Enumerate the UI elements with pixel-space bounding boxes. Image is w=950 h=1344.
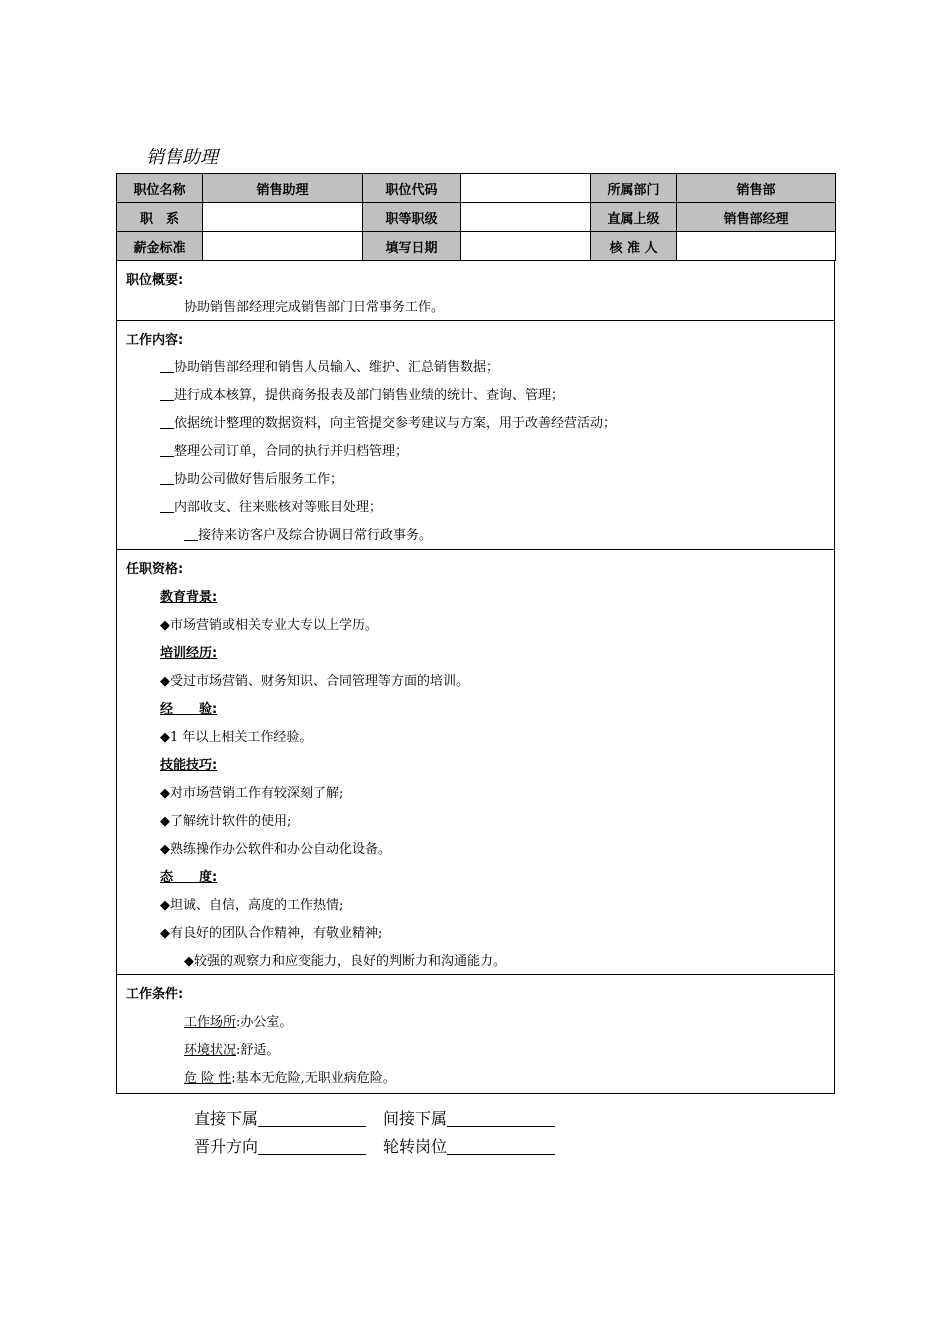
- training-item: ◆受过市场营销、财务知识、合同管理等方面的培训。: [160, 674, 469, 689]
- fill-date-label: 填写日期: [363, 232, 461, 261]
- conditions-heading: 工作条件:: [126, 987, 184, 1002]
- duty-item: 接待来访客户及综合协调日常行政事务。: [184, 524, 432, 543]
- attitude-item: ◆较强的观察力和应变能力，良好的判断力和沟通能力。: [184, 954, 506, 969]
- info-row-3: [117, 232, 836, 261]
- supervisor-value: 销售部经理: [677, 203, 836, 232]
- conditions-section: [116, 974, 835, 1094]
- info-row-1: [117, 174, 836, 203]
- summary-heading: 职位概要:: [126, 273, 184, 288]
- department-value: 销售部: [677, 174, 836, 203]
- salary-label: 薪金标准: [117, 232, 203, 261]
- condition-item: 危 险 性:基本无危险,无职业病危险。: [184, 1071, 396, 1086]
- rotation-field: 轮转岗位: [383, 1134, 555, 1157]
- position-name-value: 销售助理: [203, 174, 363, 203]
- education-item: ◆市场营销或相关专业大专以上学历。: [160, 618, 378, 633]
- promotion-path-field: 晋升方向: [194, 1134, 366, 1157]
- grade-label: 职等职级: [363, 203, 461, 232]
- position-code-value: [461, 174, 591, 203]
- condition-item: 环境状况:舒适。: [184, 1043, 280, 1058]
- summary-text: 协助销售部经理完成销售部门日常事务工作。: [184, 300, 445, 315]
- approver-value: [677, 232, 836, 261]
- experience-label: 经 验:: [160, 702, 218, 717]
- summary-section: [116, 260, 835, 321]
- supervisor-label: 直属上级: [591, 203, 677, 232]
- attitude-item: ◆坦诚、自信，高度的工作热情;: [160, 898, 344, 913]
- position-name-label: 职位名称: [117, 174, 203, 203]
- skills-item: ◆了解统计软件的使用;: [160, 814, 292, 829]
- info-row-2: [117, 203, 836, 232]
- attitude-label: 态 度:: [160, 870, 218, 885]
- experience-item: ◆1 年以上相关工作经验。: [160, 730, 313, 745]
- skills-label: 技能技巧:: [160, 758, 218, 773]
- position-code-label: 职位代码: [363, 174, 461, 203]
- education-label: 教育背景:: [160, 590, 218, 605]
- duties-section: [116, 321, 835, 550]
- duty-item: 整理公司订单，合同的执行并归档管理；: [160, 440, 408, 459]
- department-label: 所属部门: [591, 174, 677, 203]
- attitude-item: ◆有良好的团队合作精神，有敬业精神;: [160, 926, 383, 941]
- duties-heading: 工作内容:: [126, 333, 184, 348]
- indirect-reports-field: 间接下属: [383, 1106, 555, 1129]
- grade-value: [461, 203, 591, 232]
- duty-item: 内部收支、往来账核对等账目处理；: [160, 496, 382, 515]
- direct-reports-field: 直接下属: [194, 1106, 366, 1129]
- training-label: 培训经历:: [160, 646, 218, 661]
- job-family-value: [203, 203, 363, 232]
- document-title: 销售助理: [146, 147, 218, 168]
- job-family-label: 职 系: [117, 203, 203, 232]
- duty-item: 依据统计整理的数据资料，向主管提交参考建议与方案，用于改善经营活动；: [160, 412, 616, 431]
- fill-date-value: [461, 232, 591, 261]
- skills-item: ◆对市场营销工作有较深刻了解;: [160, 786, 344, 801]
- approver-label: 核 准 人: [591, 232, 677, 261]
- skills-item: ◆熟练操作办公软件和办公自动化设备。: [160, 842, 391, 857]
- condition-item: 工作场所:办公室。: [184, 1015, 293, 1030]
- job-info-table: [116, 173, 836, 261]
- duty-item: 进行成本核算，提供商务报表及部门销售业绩的统计、查询、管理；: [160, 384, 564, 403]
- qualifications-heading: 任职资格:: [126, 562, 184, 577]
- qualifications-section: [116, 549, 835, 975]
- duty-item: 协助公司做好售后服务工作；: [160, 468, 343, 487]
- duty-item: 协助销售部经理和销售人员输入、维护、汇总销售数据；: [160, 356, 499, 375]
- salary-value: [203, 232, 363, 261]
